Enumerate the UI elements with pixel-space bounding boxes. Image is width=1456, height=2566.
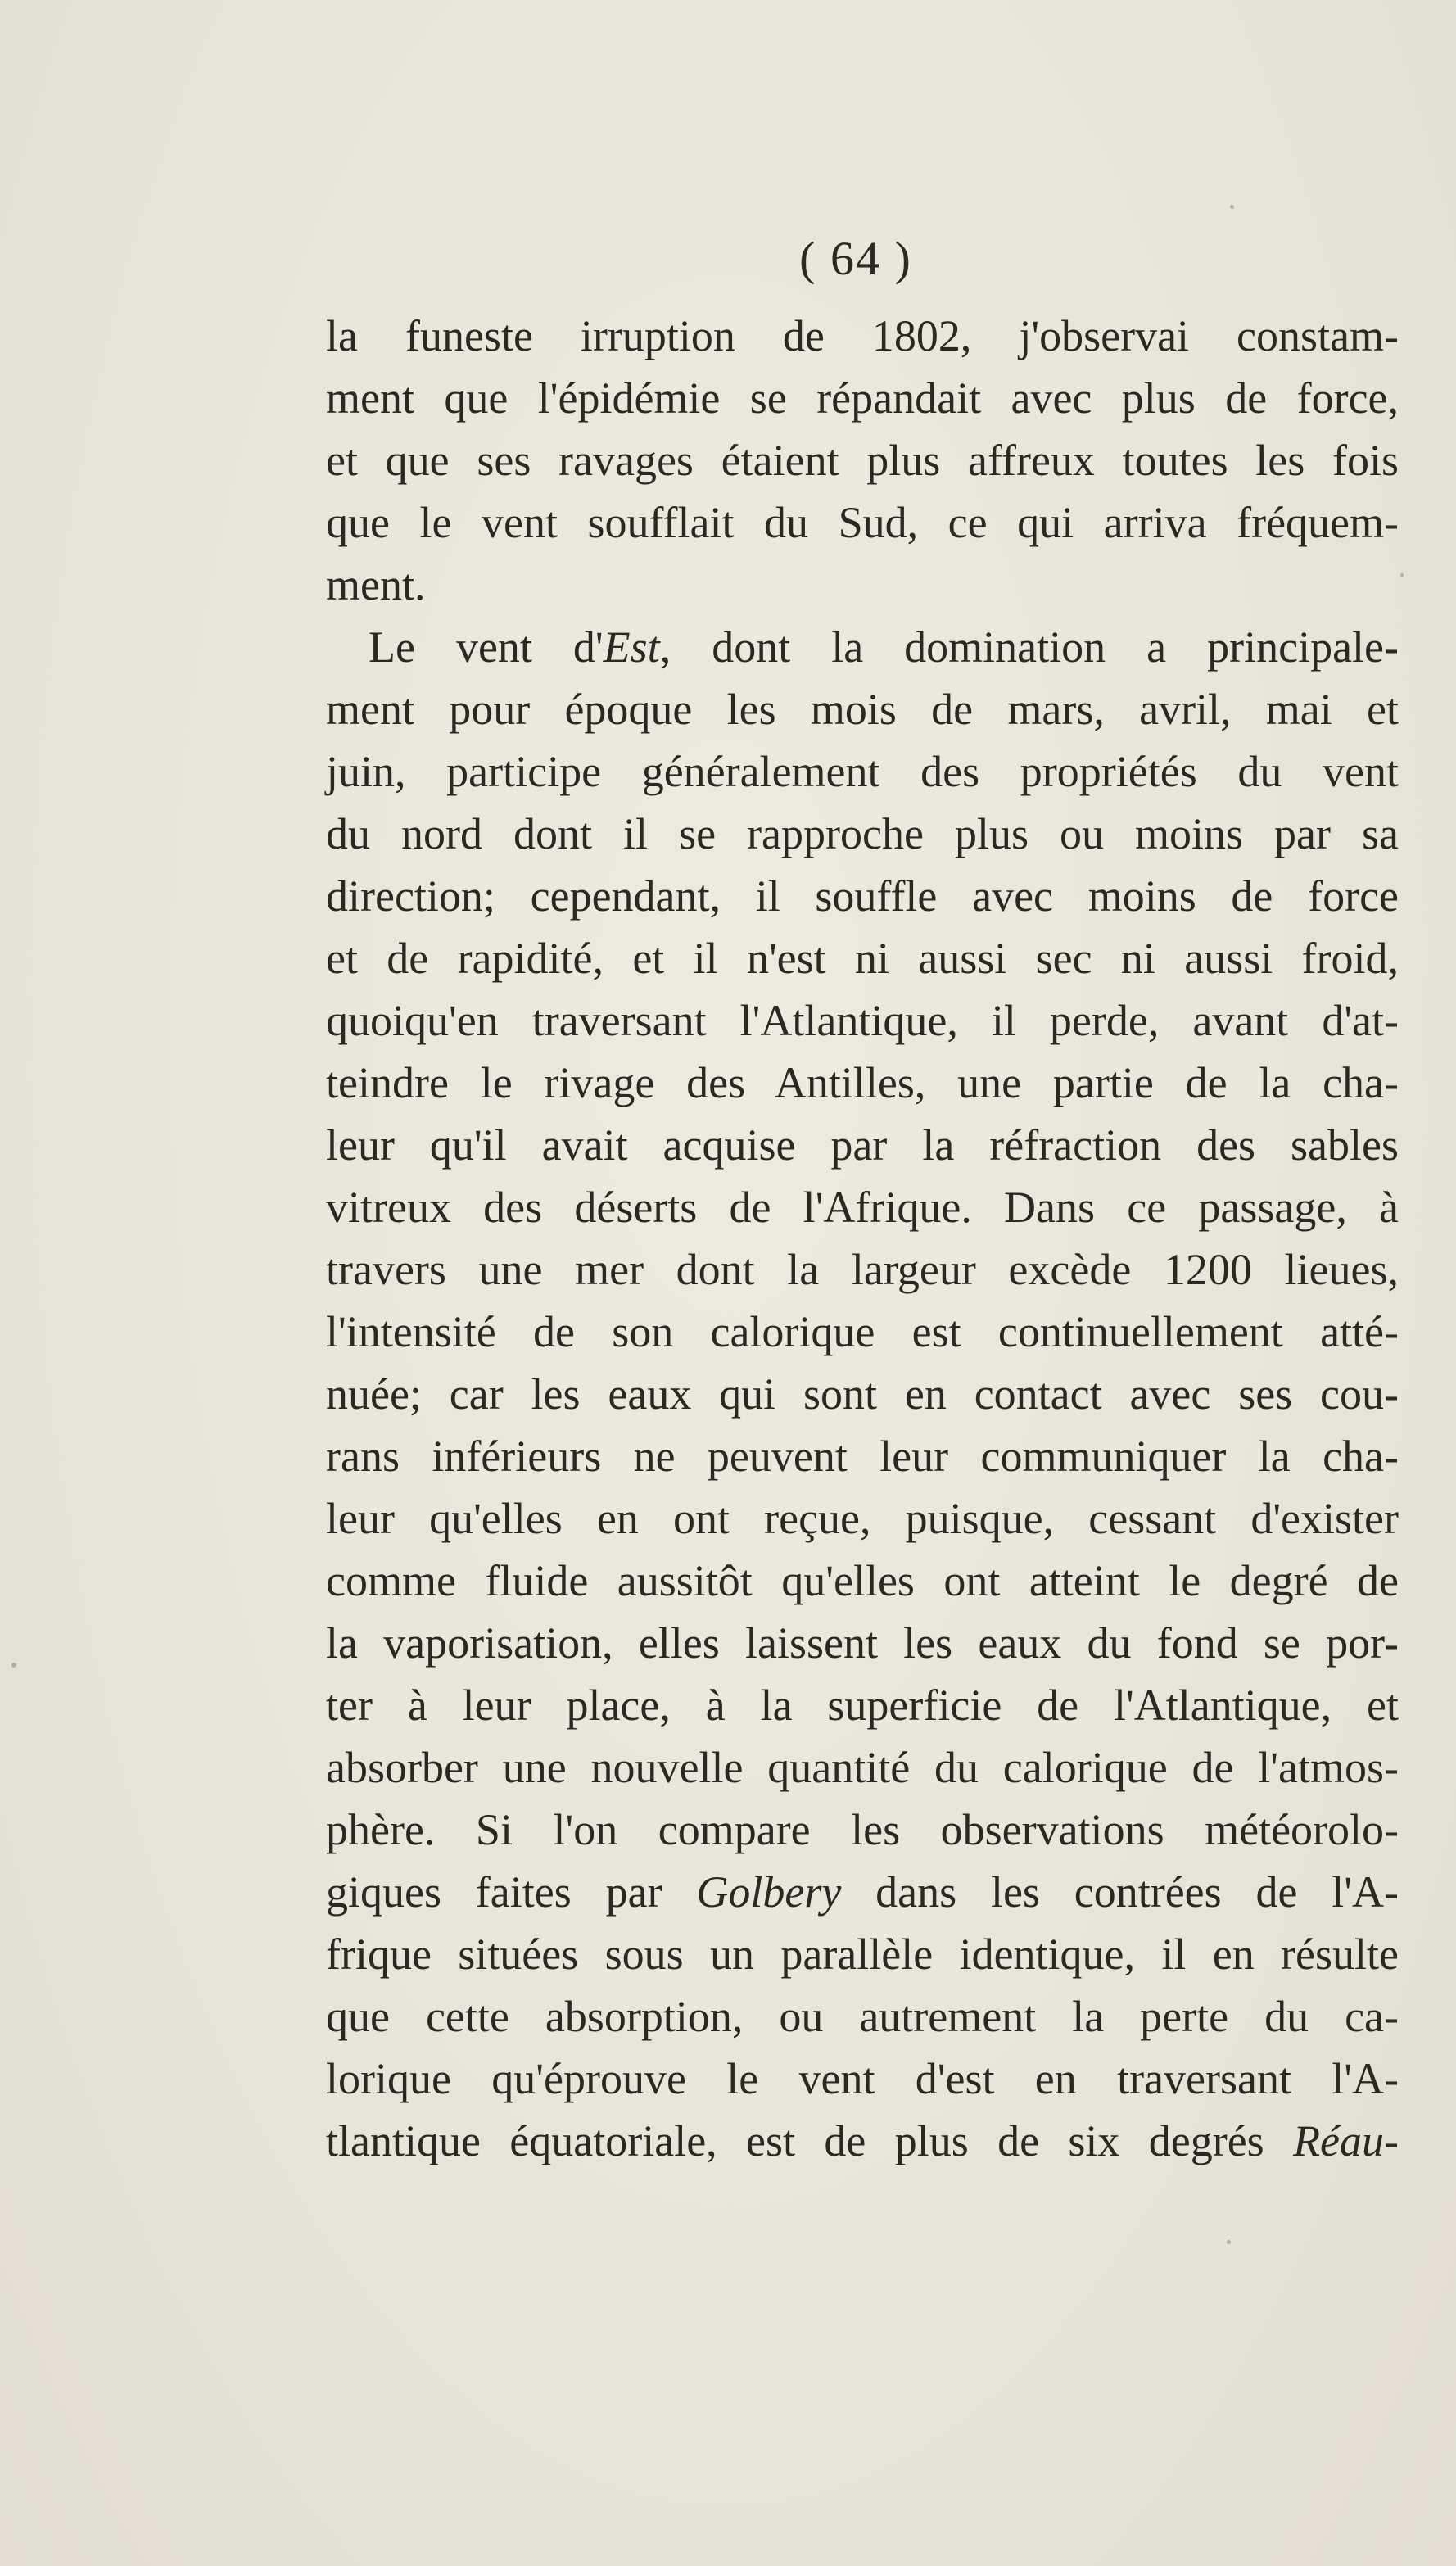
paper-speck	[11, 1663, 16, 1668]
text-line: la funeste irruption de 1802, j'observai constam-	[326, 311, 1399, 360]
text-line: leur qu'il avait acquise par la réfraction des sables	[326, 1120, 1399, 1170]
italic-word: Golbery	[696, 1867, 842, 1917]
text-line: ter à leur place, à la superficie de l'Atlantique, et	[326, 1681, 1399, 1730]
text-line: que le vent soufflait du Sud, ce qui arriva fréquem-	[326, 498, 1399, 547]
paper-speck	[1227, 2240, 1231, 2244]
text-line: et de rapidité, et il n'est ni aussi sec ni aussi froid,	[326, 934, 1399, 983]
italic-word: Est	[603, 622, 660, 672]
text-line: quoiqu'en traversant l'Atlantique, il perde, avant d'at-	[326, 996, 1399, 1045]
text-fragment: , dont la domination a principale-	[659, 622, 1399, 672]
text-line: nuée; car les eaux qui sont en contact avec ses cou-	[326, 1369, 1399, 1419]
text-line: direction; cependant, il souffle avec moins de force	[326, 871, 1399, 921]
text-fragment: dans les contrées de l'A-	[841, 1867, 1399, 1917]
text-line: ment.	[326, 560, 426, 609]
text-line: vitreux des déserts de l'Afrique. Dans ce passage, à	[326, 1183, 1399, 1232]
italic-word: Réau-	[1293, 2116, 1399, 2165]
paper-speck	[1400, 573, 1404, 577]
text-line: ment que l'épidémie se répandait avec plus de force,	[326, 373, 1399, 423]
text-line: juin, participe généralement des propriétés du vent	[326, 747, 1399, 796]
text-line: comme fluide aussitôt qu'elles ont atteint le degré de	[326, 1556, 1399, 1605]
text-line	[326, 1861, 1399, 1923]
text-line: lorique qu'éprouve le vent d'est en traversant l'A-	[326, 2054, 1399, 2103]
body-text	[326, 305, 1399, 2172]
text-line: travers une mer dont la largeur excède 1200 lieues,	[326, 1245, 1399, 1294]
text-line: frique situées sous un parallèle identique, il en résulte	[326, 1930, 1399, 1979]
text-line: absorber une nouvelle quantité du calorique de l'atmos-	[326, 1743, 1399, 1792]
text-fragment: tlantique équatoriale, est de plus de six degrés	[326, 2116, 1294, 2165]
text-line: rans inférieurs ne peuvent leur communiquer la cha-	[326, 1432, 1399, 1481]
text-line: teindre le rivage des Antilles, une partie de la cha-	[326, 1058, 1399, 1107]
text-fragment: Le vent d'	[369, 622, 604, 672]
page-number: ( 64 )	[799, 232, 912, 285]
text-line	[326, 616, 1399, 678]
text-line: que cette absorption, ou autrement la perte du ca-	[326, 1992, 1399, 2041]
text-line: et que ses ravages étaient plus affreux toutes les fois	[326, 436, 1399, 485]
text-line	[326, 2110, 1399, 2172]
text-line: phère. Si l'on compare les observations météorolo-	[326, 1805, 1399, 1854]
text-fragment: giques faites par	[326, 1867, 697, 1917]
text-line: leur qu'elles en ont reçue, puisque, cessant d'exister	[326, 1494, 1399, 1543]
text-line: l'intensité de son calorique est continuellement atté-	[326, 1307, 1399, 1356]
text-line: ment pour époque les mois de mars, avril, mai et	[326, 685, 1399, 734]
text-line: la vaporisation, elles laissent les eaux du fond se por-	[326, 1618, 1399, 1668]
paper-speck	[1230, 205, 1234, 209]
text-line: du nord dont il se rapproche plus ou moins par sa	[326, 809, 1399, 858]
